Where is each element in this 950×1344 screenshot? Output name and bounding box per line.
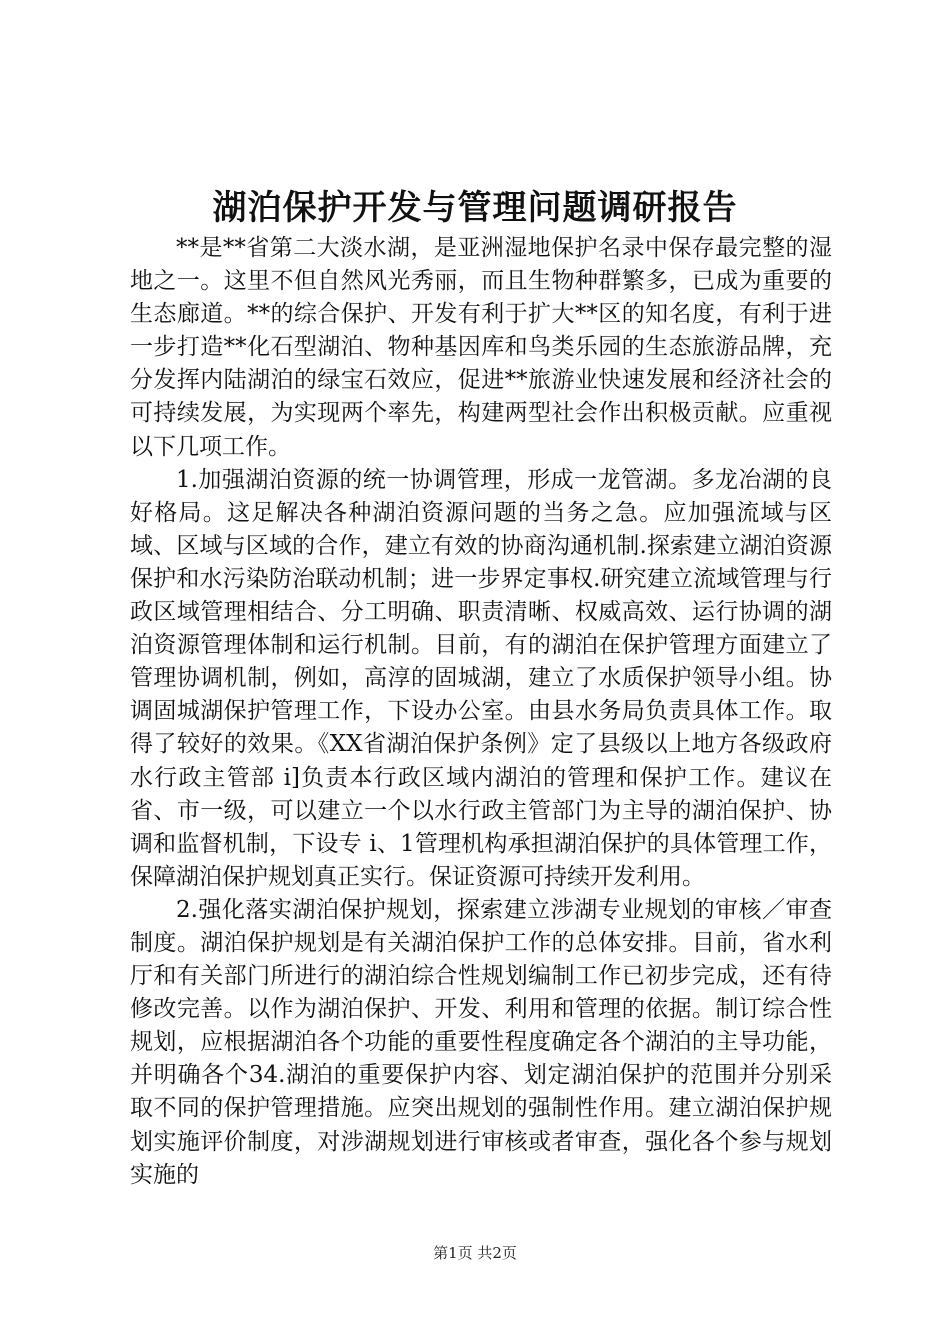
paragraph-item-1: 1.加强湖泊资源的统一协调管理，形成一龙管湖。多龙冶湖的良好格局。这足解决各种湖泊资源问题的当务之急。应加强流域与区域、区域与区域的合作，建立有效的协商沟通机制.探索建立湖泊资源保护和水污染防治联动机制；进一步界定事权.研究建立流域管理与行政区域管理相结合、分工明确、职责清晰、权威高效、运行协调的湖泊资源管理体制和运行机制。目前，有的湖泊在保护管理方面建立了管理协调机制，例如，高淳的固城湖，建立了水质保护领导小组。协调固城湖保护管理工作，下设办公室。由县水务局负责具体工作。取得了较好的效果。《XX省湖泊保护条例》定了县级以上地方各级政府水行政主管部 i]负责本行政区域内湖泊的管理和保护工作。建议在省、市一级，可以建立一个以水行政主管部门为主导的湖泊保护、协调和监督机制，下设专 i、1管理机构承担湖泊保护的具体管理工作，保障湖泊保护规划真正实行。保证资源可持续开发利用。 xyxy=(130,466,832,890)
paragraph-intro: **是**省第二大淡水湖，是亚洲湿地保护名录中保存最完整的湿地之一。这里不但自然风光秀丽，而且生物种群繁多，已成为重要的生态廊道。**的综合保护、开发有利于扩大**区的知名度，有利于进一步打造**化石型湖泊、物种基因库和鸟类乐园的生态旅游品牌，充分发挥内陆湖泊的绿宝石效应，促进**旅游业快速发展和经济社会的可持续发展，为实现两个率先，构建两型社会作出积极贡献。应重视以下几项工作。 xyxy=(130,235,832,460)
paragraph-item-2: 2.强化落实湖泊保护规划，探索建立涉湖专业规划的审核／审查制度。湖泊保护规划是有关湖泊保护工作的总体安排。目前，省水利厅和有关部门所进行的湖泊综合性规划编制工作已初步完成，还有待修改完善。以作为湖泊保护、开发、利用和管理的依据。制订综合性规划，应根据湖泊各个功能的重要性程度确定各个湖泊的主导功能，并明确各个34.湖泊的重要保护内容、划定湖泊保护的范围并分别采取不同的保护管理措施。应突出规划的强制性作用。建立湖泊保护规划实施评价制度，对涉湖规划进行审核或者审查，强化各个参与规划实施的 xyxy=(130,896,832,1188)
document-title: 湖泊保护开发与管理问题调研报告 xyxy=(212,188,738,228)
document-body xyxy=(130,232,832,1192)
page-footer: 第1页 共2页 xyxy=(433,1244,517,1262)
